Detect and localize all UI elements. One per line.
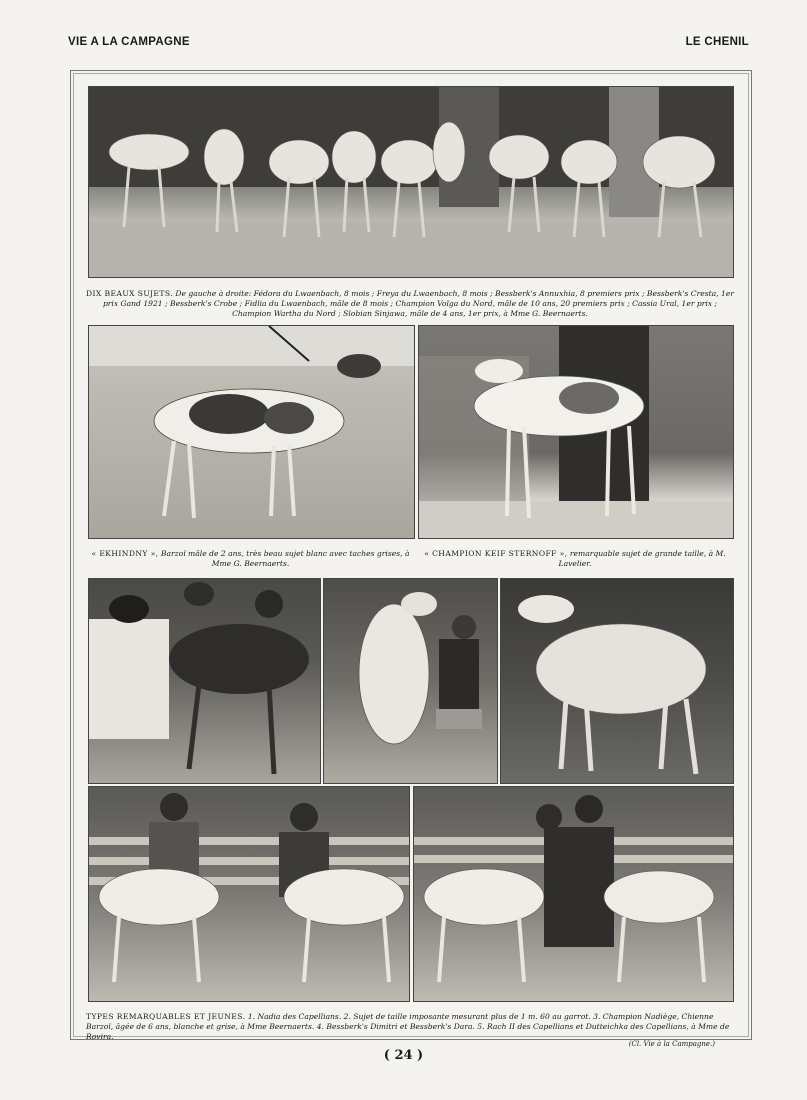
caption-top-title: DIX BEAUX SUJETS. — [86, 289, 173, 298]
caption-ekhindny — [88, 549, 413, 569]
caption-top-group — [86, 289, 734, 319]
photo-champion-keif-sternoff — [418, 325, 734, 539]
caption-bottom-types — [86, 1012, 734, 1042]
photo-bessberks-dimitri-and-dara — [88, 786, 410, 1002]
caption-keif-title: « CHAMPION KEIF STERNOFF », — [424, 549, 568, 558]
caption-bottom-title: TYPES REMARQUABLES ET JEUNES. — [86, 1012, 246, 1021]
header-section-title: LE CHENIL — [685, 36, 749, 48]
photo-ekhindny — [88, 325, 415, 539]
photo-rach-ii-and-dutteichka — [413, 786, 734, 1002]
photo-nadia-des-capellians — [88, 578, 321, 784]
photo-champion-nadiege — [500, 578, 734, 784]
header-publication-title: VIE A LA CAMPAGNE — [68, 36, 190, 48]
page-number: ( 24 ) — [383, 1048, 424, 1063]
caption-ekhindny-text: Barzoï mâle de 2 ans, très beau sujet blanc avec taches grises, à Mme G. Beernaerts. — [160, 549, 410, 568]
photo-tall-borzoi-with-girl — [323, 578, 498, 784]
caption-keif-sternoff — [418, 549, 732, 569]
caption-bottom-text: 1. Nadia des Capellians. 2. Sujet de taille imposante mesurant plus de 1 m. 60 au garrot. 3. Champion Nadiège, Chienne Barzoï, âgée de 6 ans, blanche et grise, à Mme Beernaerts. 4. Bessberk's Dimitri et Bessberk's Dara. 5. Rach II des Capellians et Dutteichka des Capellians, à Mme de Rovira. — [86, 1012, 730, 1041]
photo-credit: (Cl. Vie à la Campagne.) — [628, 1040, 715, 1048]
photo-ten-borzois-group — [88, 86, 734, 278]
caption-keif-text: remarquable sujet de grande taille, à M. Lavelier. — [558, 549, 726, 568]
caption-ekhindny-title: « EKHINDNY », — [91, 549, 159, 558]
caption-top-text: De gauche à droite: Fédora du Lwaenbach, 8 mois ; Freya du Lwaenbach, 8 mois ; Bessberk's Annuxhia, 8 premiers prix ; Bessberk's Cresta, 1er prix Gand 1921 ; Bessberk's Crobe ; Fidlia du Lwaenbach, mâle de 8 mois ; Champion Volga du Nord, mâle de 10 ans, 20 premiers prix ; Cassia Ural, 1er prix ; Champion Wartha du Nord ; Slobian Sinjawa, mâle de 4 ans, 1er prix, à Mme G. Beernaerts. — [102, 289, 734, 318]
